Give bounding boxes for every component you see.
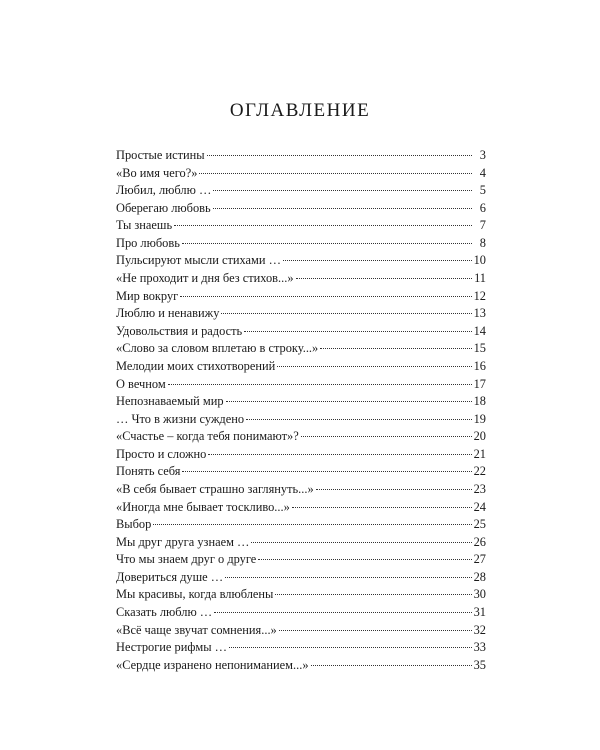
dot-leader [153, 524, 471, 525]
toc-entry [116, 252, 486, 270]
toc-entry [116, 147, 486, 165]
toc-entry-page-number: 28 [473, 569, 486, 584]
toc-entry [116, 235, 486, 253]
toc-entry [116, 376, 486, 394]
toc-entry-title: «Иногда мне бывает тоскливо...» [116, 499, 290, 514]
toc-entry-page-number: 27 [473, 552, 486, 567]
dot-leader [296, 278, 472, 279]
toc-entry [116, 534, 486, 552]
toc-entry-page-number: 19 [473, 411, 486, 426]
dot-leader [207, 155, 472, 156]
dot-leader [251, 542, 471, 543]
toc-entry [116, 270, 486, 288]
toc-entry-page-number: 32 [473, 622, 486, 637]
toc-entry-page-number: 11 [474, 271, 486, 286]
toc-entry-title: «Сердце изранено непониманием...» [116, 657, 309, 672]
toc-entry-page-number: 4 [479, 165, 486, 180]
toc-entry-title: «Не проходит и дня без стихов...» [116, 271, 294, 286]
dot-leader [301, 436, 472, 437]
toc-entry-page-number: 15 [473, 341, 486, 356]
page-title: ОГЛАВЛЕНИЕ [229, 100, 371, 121]
dot-leader [174, 225, 472, 226]
toc-entry [116, 499, 486, 517]
toc-entry [116, 358, 486, 376]
dot-leader [320, 348, 471, 349]
toc-entry-page-number: 17 [473, 376, 486, 391]
toc-entry-title: Довериться душе … [116, 569, 224, 584]
toc-entry [116, 516, 486, 534]
toc-entry-page-number: 25 [473, 517, 486, 532]
toc-entry [116, 586, 486, 604]
toc-entry-title: Мир вокруг [116, 288, 179, 303]
toc-entry-page-number: 24 [473, 499, 486, 514]
toc-entry-page-number: 21 [473, 446, 486, 461]
toc-entry-title: Люблю и ненавижу [116, 306, 220, 321]
toc-entry-page-number: 14 [473, 323, 486, 338]
toc-entry-page-number: 3 [479, 148, 486, 162]
toc-entry [116, 657, 486, 675]
toc-entry-page-number: 31 [473, 605, 486, 620]
toc-entry [116, 217, 486, 235]
toc-entry [116, 340, 486, 358]
toc-entry-title: Пульсируют мысли стихами … [116, 253, 282, 268]
toc-entry-page-number: 23 [473, 481, 486, 496]
toc-entry-page-number: 26 [473, 534, 486, 549]
dot-leader [229, 647, 472, 648]
dot-leader [221, 313, 471, 314]
dot-leader [214, 612, 471, 613]
dot-leader [168, 384, 472, 385]
toc-entry-page-number: 8 [479, 235, 486, 250]
toc-entry [116, 463, 486, 481]
dot-leader [226, 401, 472, 402]
toc-entry-page-number: 18 [473, 394, 486, 409]
toc-entry-page-number: 12 [473, 288, 486, 303]
toc-entry-page-number: 10 [473, 253, 486, 268]
dot-leader [213, 190, 472, 191]
toc-entry-title: Про любовь [116, 235, 180, 250]
toc-entry [116, 182, 486, 200]
toc-entry [116, 323, 486, 341]
toc-entry-title: «Во имя чего?» [116, 165, 198, 180]
toc-entry-title: Мы красивы, когда влюблены [116, 587, 274, 602]
toc-entry-title: Оберегаю любовь [116, 200, 211, 215]
toc-entry [116, 288, 486, 306]
toc-entry [116, 428, 486, 446]
toc-entry [116, 551, 486, 569]
dot-leader [283, 260, 472, 261]
toc-entry [116, 481, 486, 499]
toc-entry-title: Выбор [116, 517, 152, 532]
dot-leader [208, 454, 471, 455]
toc-entry-title: Мелодии моих стихотворений [116, 358, 276, 373]
dot-leader [275, 594, 471, 595]
toc-entry [116, 639, 486, 657]
toc-entry [116, 569, 486, 587]
toc-entry [116, 622, 486, 640]
dot-leader [182, 243, 472, 244]
dot-leader [244, 331, 471, 332]
toc-entry [116, 411, 486, 429]
toc-entry-title: Сказать люблю … [116, 605, 213, 620]
toc-entry-page-number: 16 [473, 358, 486, 373]
toc-entry-page-number: 13 [473, 306, 486, 321]
toc-entry-title: Что мы знаем друг о друге [116, 552, 257, 567]
toc-entry [116, 165, 486, 183]
toc-entry-title: «Счастье – когда тебя понимают»? [116, 429, 299, 444]
toc-entry-title: «В себя бывает страшно заглянуть...» [116, 481, 314, 496]
toc-entry [116, 604, 486, 622]
toc-entry-page-number: 33 [473, 640, 486, 655]
toc-entry-page-number: 35 [473, 657, 486, 672]
toc-entry-page-number: 20 [473, 429, 486, 444]
toc-entry-page-number: 5 [479, 183, 486, 198]
toc-entry-title: О вечном [116, 376, 166, 391]
toc-entry-title: … Что в жизни суждено [116, 411, 245, 426]
toc-entry [116, 305, 486, 323]
toc-entry-title: «Всё чаще звучат сомнения...» [116, 622, 277, 637]
toc-entry-title: «Слово за словом вплетаю в строку...» [116, 341, 319, 356]
dot-leader [180, 296, 471, 297]
toc-entry-page-number: 22 [473, 464, 486, 479]
toc-entry [116, 446, 486, 464]
table-of-contents [116, 147, 486, 674]
toc-entry-title: Любил, люблю … [116, 183, 212, 198]
toc-entry-title: Понять себя [116, 464, 181, 479]
dot-leader [316, 489, 472, 490]
toc-entry-page-number: 6 [479, 200, 486, 215]
toc-entry-title: Простые истины [116, 148, 205, 162]
dot-leader [277, 366, 471, 367]
toc-entry-title: Нестрогие рифмы … [116, 640, 228, 655]
dot-leader [258, 559, 471, 560]
toc-entry [116, 200, 486, 218]
toc-entry [116, 393, 486, 411]
toc-entry-title: Ты знаешь [116, 218, 173, 233]
toc-entry-title: Мы друг друга узнаем … [116, 534, 250, 549]
toc-entry-title: Непознаваемый мир [116, 394, 224, 409]
dot-leader [311, 665, 472, 666]
dot-leader [182, 471, 471, 472]
dot-leader [225, 577, 471, 578]
toc-entry-page-number: 7 [479, 218, 486, 233]
toc-entry-page-number: 30 [473, 587, 486, 602]
dot-leader [292, 507, 472, 508]
dot-leader [213, 208, 472, 209]
dot-leader [279, 630, 472, 631]
dot-leader [199, 173, 472, 174]
toc-entry-title: Удовольствия и радость [116, 323, 243, 338]
toc-entry-title: Просто и сложно [116, 446, 207, 461]
dot-leader [246, 419, 472, 420]
